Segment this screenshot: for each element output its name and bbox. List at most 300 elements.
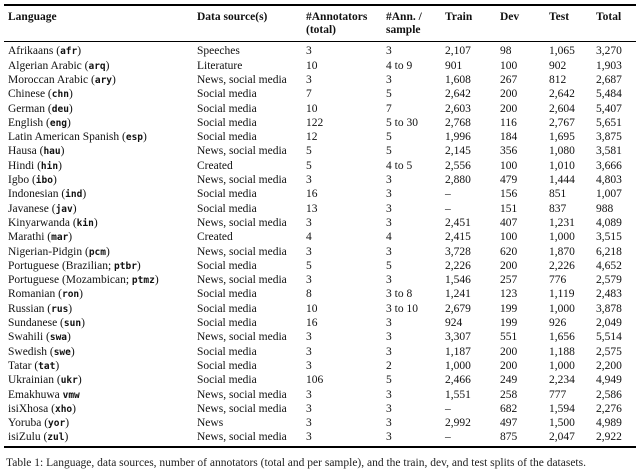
cell-dev: 184 — [500, 131, 518, 144]
cell-annotators-total: 12 — [306, 131, 318, 144]
cell-test: 1,000 — [549, 231, 575, 244]
cell-total: 4,989 — [596, 417, 622, 430]
language-name-suffix: ) — [58, 159, 62, 172]
cell-annotators-per-sample: 5 — [386, 374, 392, 387]
cell-train: 1,996 — [445, 131, 471, 144]
cell-annotators-per-sample: 3 — [386, 216, 392, 229]
language-code: rus — [51, 303, 69, 315]
cell-annotators-total: 3 — [306, 45, 312, 58]
cell-total: 3,875 — [596, 131, 622, 144]
cell-test: 902 — [549, 59, 567, 72]
cell-annotators-total: 3 — [306, 388, 312, 401]
cell-total: 5,651 — [596, 116, 622, 129]
cell-total: 2,579 — [596, 274, 622, 287]
cell-annotators-per-sample: 5 — [386, 88, 392, 101]
table-row — [4, 330, 636, 344]
language-code: ibo — [35, 175, 53, 187]
cell-annotators-per-sample: 3 — [386, 245, 392, 258]
cell-test: 2,767 — [549, 116, 575, 129]
table-row — [4, 287, 636, 301]
language-name-suffix: ) — [64, 431, 69, 444]
cell-annotators-per-sample: 4 to 9 — [386, 59, 413, 72]
language-name-suffix: ) — [112, 73, 116, 86]
cell-language — [4, 230, 197, 245]
cell-annotators-per-sample: 2 — [386, 359, 392, 372]
cell-annotators-total: 3 — [306, 174, 312, 187]
cell-data-source: Social media — [197, 359, 257, 372]
cell-total: 3,270 — [596, 45, 622, 58]
cell-language — [4, 159, 197, 174]
table-row — [4, 416, 636, 430]
cell-data-source: Social media — [197, 88, 257, 101]
cell-annotators-total: 16 — [306, 317, 318, 330]
language-code: hau — [43, 146, 61, 158]
cell-test: 837 — [549, 202, 567, 215]
language-name: Afrikaans ( — [8, 45, 61, 58]
language-name-suffix: ) — [60, 145, 65, 158]
column-header-annotators_total — [306, 11, 386, 37]
language-name: Marathi ( — [8, 231, 52, 244]
cell-dev: 267 — [500, 73, 518, 86]
cell-dev: 551 — [500, 331, 518, 344]
cell-annotators-per-sample: 5 — [386, 259, 392, 272]
cell-train: 1,608 — [445, 73, 471, 86]
cell-dev: 682 — [500, 402, 518, 415]
cell-train: – — [445, 188, 451, 201]
cell-train: 2,107 — [445, 45, 471, 58]
cell-language — [4, 359, 197, 374]
cell-test: 2,642 — [549, 88, 575, 101]
language-code: ron — [61, 289, 80, 301]
cell-annotators-total: 5 — [306, 145, 312, 158]
cell-annotators-per-sample: 3 — [386, 331, 392, 344]
column-header-dev — [500, 11, 549, 37]
cell-test: 926 — [549, 317, 567, 330]
cell-total: 3,878 — [596, 302, 622, 315]
cell-data-source: News, social media — [197, 431, 287, 444]
cell-data-source: News, social media — [197, 73, 287, 86]
cell-train: 1,187 — [445, 345, 471, 358]
cell-language — [4, 388, 197, 403]
cell-total: 988 — [596, 202, 614, 215]
table-row — [4, 216, 636, 230]
cell-annotators-per-sample: 3 — [386, 402, 392, 415]
cell-data-source: Literature — [197, 59, 243, 72]
cell-train: 2,880 — [445, 174, 471, 187]
cell-train: 1,551 — [445, 388, 471, 401]
cell-language — [4, 302, 197, 317]
language-name-suffix: ) — [67, 331, 71, 344]
cell-annotators-total: 3 — [306, 402, 312, 415]
table-row — [4, 373, 636, 387]
cell-train: 1,241 — [445, 288, 471, 301]
table-row — [4, 44, 636, 58]
cell-dev: 258 — [500, 388, 518, 401]
language-code: chn — [51, 89, 69, 101]
cell-data-source: News, social media — [197, 174, 287, 187]
cell-dev: 100 — [500, 159, 518, 172]
cell-total: 2,276 — [596, 402, 622, 415]
language-name: Romanian ( — [8, 288, 62, 301]
language-name: Igbo ( — [8, 174, 36, 187]
cell-annotators-per-sample: 3 — [386, 188, 392, 201]
cell-test: 851 — [549, 188, 567, 201]
cell-total: 4,089 — [596, 216, 622, 229]
language-name-suffix: ) — [77, 374, 82, 387]
language-name: Portuguese (Mozambican; — [8, 274, 132, 287]
column-header-annotators_per_sample — [386, 11, 445, 37]
language-name: Swedish ( — [8, 345, 54, 358]
cell-dev: 123 — [500, 288, 518, 301]
cell-language — [4, 430, 197, 445]
cell-train: 3,728 — [445, 245, 471, 258]
cell-test: 2,234 — [549, 374, 575, 387]
language-name: Algerian Arabic ( — [8, 59, 89, 72]
cell-test: 2,226 — [549, 259, 575, 272]
column-header-line: #Ann. / — [386, 11, 422, 23]
cell-dev: 200 — [500, 102, 518, 115]
language-name-suffix: ) — [93, 216, 98, 229]
cell-data-source: News, social media — [197, 402, 287, 415]
cell-dev: 156 — [500, 188, 518, 201]
column-header-total — [596, 11, 636, 37]
language-code: kin — [76, 217, 94, 229]
cell-annotators-per-sample: 3 — [386, 317, 392, 330]
language-name-suffix: ) — [65, 417, 70, 430]
cell-language — [4, 316, 197, 331]
cell-train: 1,546 — [445, 274, 471, 287]
cell-annotators-per-sample: 7 — [386, 102, 392, 115]
language-name-suffix: ) — [154, 274, 159, 287]
cell-total: 2,200 — [596, 359, 622, 372]
cell-annotators-per-sample: 3 to 10 — [386, 302, 418, 315]
cell-test: 1,695 — [549, 131, 575, 144]
cell-annotators-per-sample: 3 — [386, 431, 392, 444]
cell-total: 5,484 — [596, 88, 622, 101]
language-name: Emakhuwa — [8, 388, 63, 401]
language-name-suffix: ) — [136, 259, 141, 272]
cell-test: 1,444 — [549, 174, 575, 187]
cell-dev: 116 — [500, 116, 517, 129]
cell-total: 2,586 — [596, 388, 622, 401]
language-name-suffix: ) — [70, 345, 75, 358]
table-row — [4, 302, 636, 316]
table-row — [4, 73, 636, 87]
language-name: Hindi ( — [8, 159, 41, 172]
language-name: Ukrainian ( — [8, 374, 61, 387]
cell-test: 777 — [549, 388, 567, 401]
language-name: Yoruba ( — [8, 417, 49, 430]
cell-total: 2,049 — [596, 317, 622, 330]
cell-train: 1,000 — [445, 359, 471, 372]
column-header-line: #Annotators — [306, 11, 368, 23]
cell-language — [4, 345, 197, 360]
language-code: ind — [65, 189, 83, 201]
language-name-suffix: ) — [72, 202, 77, 215]
table-body — [4, 42, 636, 445]
cell-dev: 200 — [500, 359, 518, 372]
cell-test: 2,604 — [549, 102, 575, 115]
cell-dev: 620 — [500, 245, 518, 258]
cell-language — [4, 402, 197, 417]
cell-total: 2,687 — [596, 73, 622, 86]
cell-annotators-total: 3 — [306, 431, 312, 444]
cell-train: 924 — [445, 317, 463, 330]
table-row — [4, 59, 636, 73]
language-name-suffix: ) — [68, 88, 73, 101]
column-header-line: Data source(s) — [197, 11, 268, 23]
language-code: sun — [63, 318, 82, 330]
cell-annotators-per-sample: 3 — [386, 73, 392, 86]
table-row — [4, 144, 636, 158]
cell-test: 1,656 — [549, 331, 575, 344]
cell-total: 3,515 — [596, 231, 622, 244]
cell-annotators-per-sample: 5 — [386, 131, 392, 144]
cell-dev: 257 — [500, 274, 518, 287]
language-name-suffix: ) — [81, 317, 85, 330]
cell-language — [4, 416, 197, 431]
cell-annotators-total: 10 — [306, 302, 318, 315]
cell-data-source: Created — [197, 159, 233, 172]
cell-annotators-total: 8 — [306, 288, 312, 301]
cell-language — [4, 73, 197, 88]
cell-dev: 100 — [500, 231, 518, 244]
cell-language — [4, 373, 197, 388]
language-name: isiXhosa ( — [8, 402, 55, 415]
cell-annotators-total: 3 — [306, 245, 312, 258]
cell-total: 1,007 — [596, 188, 622, 201]
cell-language — [4, 102, 197, 117]
cell-data-source: News, social media — [197, 274, 287, 287]
cell-dev: 200 — [500, 345, 518, 358]
language-name: Tatar ( — [8, 359, 39, 372]
cell-total: 5,407 — [596, 102, 622, 115]
table-row — [4, 102, 636, 116]
cell-data-source: News, social media — [197, 388, 287, 401]
language-name: Latin American Spanish ( — [8, 131, 126, 144]
language-code: vmw — [62, 389, 80, 401]
cell-train: 2,415 — [445, 231, 471, 244]
language-code: swa — [49, 332, 68, 344]
cell-train: 3,307 — [445, 331, 471, 344]
cell-language — [4, 287, 197, 302]
cell-dev: 98 — [500, 45, 512, 58]
table-row — [4, 273, 636, 287]
cell-total: 4,652 — [596, 259, 622, 272]
language-code: yor — [48, 418, 66, 430]
language-code: deu — [51, 103, 69, 115]
cell-language — [4, 202, 197, 217]
cell-dev: 200 — [500, 88, 518, 101]
language-name-suffix: ) — [105, 245, 110, 258]
language-code: ary — [94, 74, 113, 86]
cell-language — [4, 130, 197, 145]
table-row — [4, 187, 636, 201]
cell-train: 2,768 — [445, 116, 471, 129]
cell-annotators-total: 3 — [306, 331, 312, 344]
language-name-suffix: ) — [52, 174, 57, 187]
column-header-line: Test — [549, 11, 570, 23]
cell-language — [4, 273, 197, 288]
cell-test: 1,231 — [549, 216, 575, 229]
cell-total: 2,922 — [596, 431, 622, 444]
language-code: ptmz — [131, 275, 155, 287]
language-name: isiZulu ( — [8, 431, 48, 444]
cell-total: 4,803 — [596, 174, 622, 187]
cell-data-source: Social media — [197, 259, 257, 272]
table-row — [4, 159, 636, 173]
cell-annotators-per-sample: 3 to 8 — [386, 288, 413, 301]
language-code: ptbr — [114, 260, 137, 272]
language-name: Hausa ( — [8, 145, 44, 158]
cell-train: 2,226 — [445, 259, 471, 272]
cell-test: 1,500 — [549, 417, 575, 430]
cell-train: 2,679 — [445, 302, 471, 315]
table-row — [4, 245, 636, 259]
cell-test: 776 — [549, 274, 567, 287]
language-code: ukr — [60, 375, 78, 387]
cell-dev: 199 — [500, 317, 518, 330]
table-row — [4, 259, 636, 273]
cell-dev: 497 — [500, 417, 518, 430]
table-row — [4, 202, 636, 216]
cell-train: – — [445, 431, 451, 444]
cell-total: 2,575 — [596, 345, 622, 358]
cell-annotators-total: 10 — [306, 59, 318, 72]
cell-train: 901 — [445, 59, 463, 72]
cell-data-source: News, social media — [197, 331, 287, 344]
cell-annotators-per-sample: 3 — [386, 202, 392, 215]
cell-annotators-total: 3 — [306, 274, 312, 287]
cell-total: 5,514 — [596, 331, 622, 344]
language-name: Kinyarwanda ( — [8, 216, 77, 229]
cell-dev: 407 — [500, 216, 518, 229]
language-name-suffix: ) — [67, 116, 71, 129]
column-header-line: Language — [8, 11, 57, 23]
cell-total: 1,903 — [596, 59, 622, 72]
language-name: Russian ( — [8, 302, 52, 315]
cell-language — [4, 144, 197, 159]
language-code: esp — [125, 132, 144, 144]
cell-language — [4, 245, 197, 260]
table-bottom-rule — [4, 446, 636, 448]
cell-annotators-per-sample: 5 to 30 — [386, 116, 418, 129]
cell-data-source: Social media — [197, 116, 257, 129]
cell-annotators-total: 4 — [306, 231, 312, 244]
cell-data-source: Social media — [197, 317, 257, 330]
language-name: English ( — [8, 116, 50, 129]
cell-annotators-per-sample: 4 — [386, 231, 392, 244]
cell-annotators-per-sample: 3 — [386, 417, 392, 430]
cell-annotators-per-sample: 5 — [386, 145, 392, 158]
cell-train: 2,145 — [445, 145, 471, 158]
cell-train: 2,603 — [445, 102, 471, 115]
cell-annotators-total: 5 — [306, 159, 312, 172]
cell-data-source: Social media — [197, 374, 257, 387]
cell-data-source: News, social media — [197, 145, 287, 158]
column-header-line: Total — [596, 11, 622, 23]
table-row — [4, 388, 636, 402]
language-name: Moroccan Arabic ( — [8, 73, 95, 86]
column-header-line: (total) — [306, 24, 337, 36]
cell-language — [4, 116, 197, 131]
cell-annotators-per-sample: 3 — [386, 274, 392, 287]
cell-data-source: News, social media — [197, 245, 287, 258]
cell-test: 1,080 — [549, 145, 575, 158]
cell-annotators-total: 5 — [306, 259, 312, 272]
cell-total: 3,581 — [596, 145, 622, 158]
language-name-suffix: ) — [72, 402, 76, 415]
cell-annotators-total: 3 — [306, 417, 312, 430]
table-row — [4, 359, 636, 373]
table-row — [4, 345, 636, 359]
language-name: German ( — [8, 102, 52, 115]
language-name: Portuguese (Brazilian; — [8, 259, 115, 272]
cell-data-source: Social media — [197, 288, 257, 301]
language-name-suffix: ) — [143, 131, 147, 144]
cell-test: 2,047 — [549, 431, 575, 444]
cell-annotators-total: 3 — [306, 73, 312, 86]
cell-language — [4, 330, 197, 345]
language-code: jav — [55, 203, 73, 215]
language-name: Sundanese ( — [8, 317, 64, 330]
cell-annotators-total: 3 — [306, 359, 312, 372]
cell-language — [4, 59, 197, 74]
table-header-row — [4, 6, 636, 41]
language-code: zul — [47, 432, 65, 444]
column-header-language — [4, 11, 197, 37]
cell-annotators-per-sample: 3 — [386, 174, 392, 187]
cell-language — [4, 173, 197, 188]
language-name: Nigerian-Pidgin ( — [8, 245, 89, 258]
table-row — [4, 173, 636, 187]
language-code: arq — [88, 60, 106, 72]
table-row — [4, 402, 636, 416]
cell-train: 2,466 — [445, 374, 471, 387]
cell-annotators-per-sample: 3 — [386, 45, 392, 58]
cell-test: 812 — [549, 73, 567, 86]
cell-dev: 875 — [500, 431, 518, 444]
cell-language — [4, 87, 197, 102]
cell-dev: 479 — [500, 174, 518, 187]
table-row — [4, 430, 636, 444]
cell-annotators-total: 10 — [306, 102, 318, 115]
cell-train: 2,992 — [445, 417, 471, 430]
cell-data-source: Social media — [197, 302, 257, 315]
cell-train: – — [445, 402, 451, 415]
language-code: xho — [54, 403, 73, 415]
language-name-suffix: ) — [68, 102, 73, 115]
cell-test: 1,119 — [549, 288, 575, 301]
cell-data-source: Social media — [197, 345, 257, 358]
cell-annotators-per-sample: 4 to 5 — [386, 159, 413, 172]
cell-dev: 200 — [500, 259, 518, 272]
cell-annotators-total: 13 — [306, 202, 318, 215]
cell-language — [4, 44, 197, 59]
language-name-suffix: ) — [68, 231, 73, 244]
cell-data-source: Social media — [197, 102, 257, 115]
cell-dev: 199 — [500, 302, 518, 315]
column-header-train — [445, 11, 500, 37]
cell-data-source: Created — [197, 231, 233, 244]
cell-dev: 356 — [500, 145, 518, 158]
cell-test: 1,870 — [549, 245, 575, 258]
language-code: hin — [40, 160, 59, 172]
column-header-line: Dev — [500, 11, 520, 23]
column-header-line: sample — [386, 24, 421, 36]
cell-train: 2,642 — [445, 88, 471, 101]
table-row — [4, 316, 636, 330]
